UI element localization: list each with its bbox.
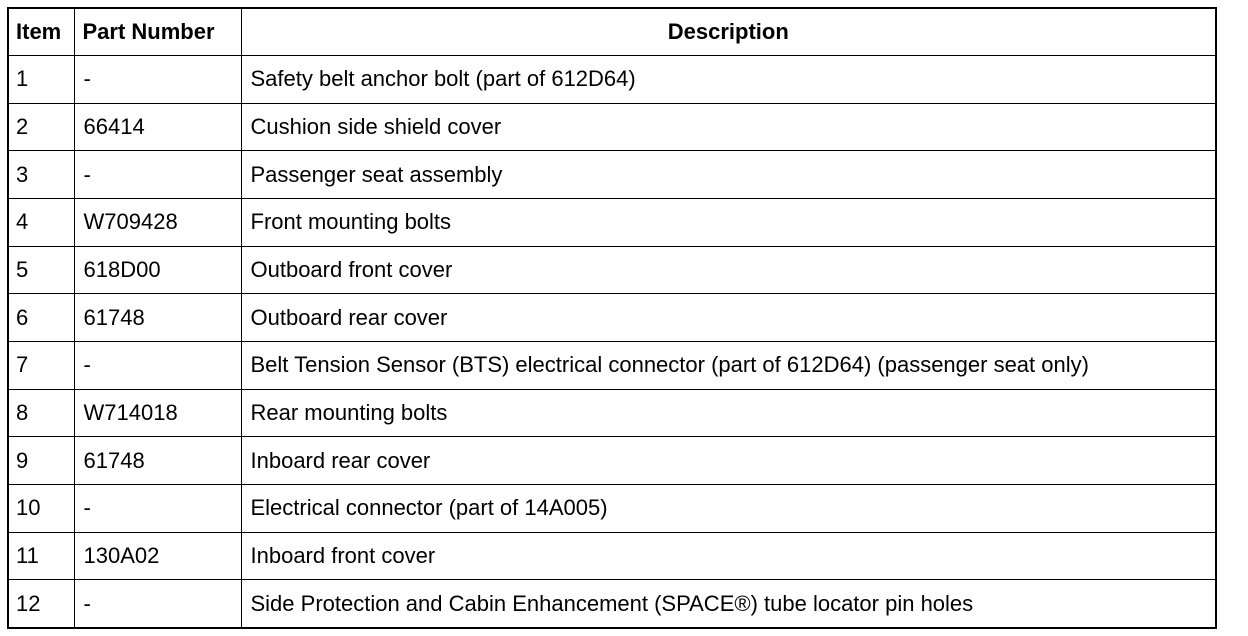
cell-item: 2 — [8, 103, 74, 151]
cell-description: Belt Tension Sensor (BTS) electrical connector (part of 612D64) (passenger seat only) — [241, 341, 1216, 389]
cell-item: 3 — [8, 151, 74, 199]
cell-part-number: - — [74, 341, 241, 389]
header-item: Item — [8, 8, 74, 56]
cell-part-number: - — [74, 484, 241, 532]
cell-item: 10 — [8, 484, 74, 532]
cell-part-number: 618D00 — [74, 246, 241, 294]
table-row — [8, 389, 1216, 437]
cell-description: Outboard rear cover — [241, 294, 1216, 342]
table-row — [8, 341, 1216, 389]
cell-part-number: 66414 — [74, 103, 241, 151]
cell-description: Front mounting bolts — [241, 198, 1216, 246]
table-row — [8, 532, 1216, 580]
cell-description: Rear mounting bolts — [241, 389, 1216, 437]
cell-description: Side Protection and Cabin Enhancement (SPACE®) tube locator pin holes — [241, 580, 1216, 628]
header-part-number: Part Number — [74, 8, 241, 56]
table-row — [8, 56, 1216, 104]
cell-item: 7 — [8, 341, 74, 389]
cell-item: 5 — [8, 246, 74, 294]
cell-item: 6 — [8, 294, 74, 342]
header-description: Description — [241, 8, 1216, 56]
table-row — [8, 151, 1216, 199]
cell-item: 12 — [8, 580, 74, 628]
cell-description: Outboard front cover — [241, 246, 1216, 294]
cell-item: 1 — [8, 56, 74, 104]
cell-item: 4 — [8, 198, 74, 246]
table-row — [8, 484, 1216, 532]
cell-part-number: 61748 — [74, 294, 241, 342]
cell-description: Inboard rear cover — [241, 437, 1216, 485]
parts-table — [7, 7, 1217, 629]
table-body — [8, 56, 1216, 629]
table-row — [8, 198, 1216, 246]
cell-item: 9 — [8, 437, 74, 485]
cell-part-number: 130A02 — [74, 532, 241, 580]
table-header — [8, 8, 1216, 56]
cell-part-number: W714018 — [74, 389, 241, 437]
cell-part-number: - — [74, 56, 241, 104]
cell-part-number: - — [74, 580, 241, 628]
table-row — [8, 580, 1216, 628]
cell-item: 8 — [8, 389, 74, 437]
table-row — [8, 294, 1216, 342]
table-row — [8, 437, 1216, 485]
cell-description: Electrical connector (part of 14A005) — [241, 484, 1216, 532]
table-row — [8, 246, 1216, 294]
cell-description: Passenger seat assembly — [241, 151, 1216, 199]
cell-part-number: 61748 — [74, 437, 241, 485]
cell-description: Cushion side shield cover — [241, 103, 1216, 151]
header-row — [8, 8, 1216, 56]
cell-description: Safety belt anchor bolt (part of 612D64) — [241, 56, 1216, 104]
cell-description: Inboard front cover — [241, 532, 1216, 580]
cell-part-number: W709428 — [74, 198, 241, 246]
cell-part-number: - — [74, 151, 241, 199]
cell-item: 11 — [8, 532, 74, 580]
table-row — [8, 103, 1216, 151]
